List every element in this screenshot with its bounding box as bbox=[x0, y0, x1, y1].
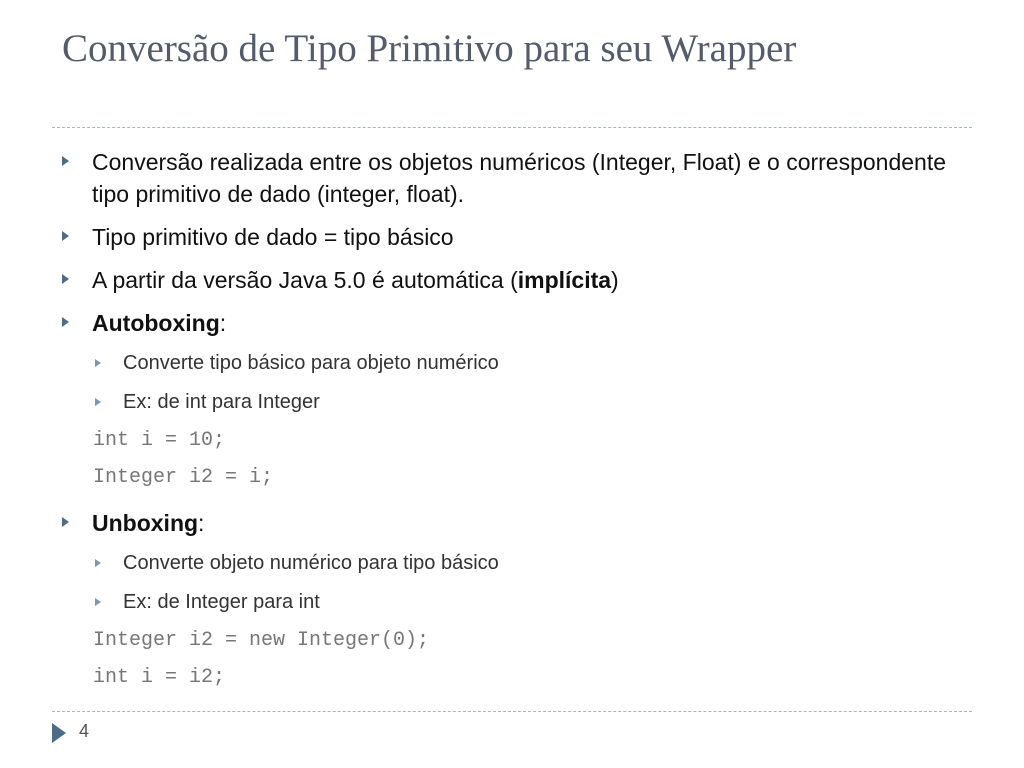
triangle-bullet-icon bbox=[95, 598, 101, 606]
sub-bullet-item bbox=[62, 589, 962, 615]
code-line: Integer i2 = i; bbox=[93, 466, 274, 489]
sub-bullet-text: Ex: de int para Integer bbox=[123, 391, 320, 413]
triangle-arrow-icon bbox=[52, 723, 66, 743]
sub-bullet-item bbox=[62, 389, 962, 415]
code-line: int i = 10; bbox=[93, 429, 226, 452]
sub-bullet-text: Converte objeto numérico para tipo básico bbox=[123, 552, 499, 574]
page-number: 4 bbox=[79, 721, 90, 741]
sub-bullet-text: Converte tipo básico para objeto numérico bbox=[123, 352, 499, 374]
footer-divider bbox=[52, 711, 972, 712]
slide-title: Conversão de Tipo Primitivo para seu Wrapper bbox=[62, 27, 797, 70]
bullet-item bbox=[62, 264, 962, 296]
code-line: Integer i2 = new Integer(0); bbox=[93, 629, 430, 652]
bullet-item bbox=[62, 221, 962, 253]
bullet-text: Conversão realizada entre os objetos numéricos (Integer, Float) e o correspondente tipo primitivo de dado (integer, float). bbox=[92, 149, 947, 207]
triangle-bullet-icon bbox=[95, 398, 101, 406]
slide-content bbox=[62, 146, 962, 702]
title-divider bbox=[52, 127, 972, 128]
code-line: int i = i2; bbox=[93, 666, 226, 689]
sub-bullet-item bbox=[62, 550, 962, 576]
bullet-heading: Unboxing bbox=[92, 510, 199, 536]
bullet-text-bold: implícita bbox=[517, 267, 612, 293]
triangle-bullet-icon bbox=[62, 156, 69, 166]
bullet-text-prefix: A partir da versão Java 5.0 é automática ( bbox=[92, 267, 518, 293]
sub-bullet-text: Ex: de Integer para int bbox=[123, 591, 320, 613]
triangle-bullet-icon bbox=[62, 274, 69, 284]
triangle-bullet-icon bbox=[95, 559, 101, 567]
bullet-item-unboxing bbox=[62, 507, 962, 539]
bullet-heading-suffix: : bbox=[198, 510, 205, 536]
bullet-item bbox=[62, 146, 962, 210]
sub-bullet-item bbox=[62, 350, 962, 376]
triangle-bullet-icon bbox=[62, 317, 69, 327]
triangle-bullet-icon bbox=[95, 359, 101, 367]
bullet-text-suffix: ) bbox=[611, 267, 619, 293]
bullet-item-autoboxing bbox=[62, 307, 962, 339]
bullet-text: Tipo primitivo de dado = tipo básico bbox=[92, 224, 454, 250]
bullet-heading: Autoboxing bbox=[92, 310, 220, 336]
triangle-bullet-icon bbox=[62, 231, 69, 241]
bullet-heading-suffix: : bbox=[219, 310, 227, 336]
triangle-bullet-icon bbox=[62, 517, 69, 527]
